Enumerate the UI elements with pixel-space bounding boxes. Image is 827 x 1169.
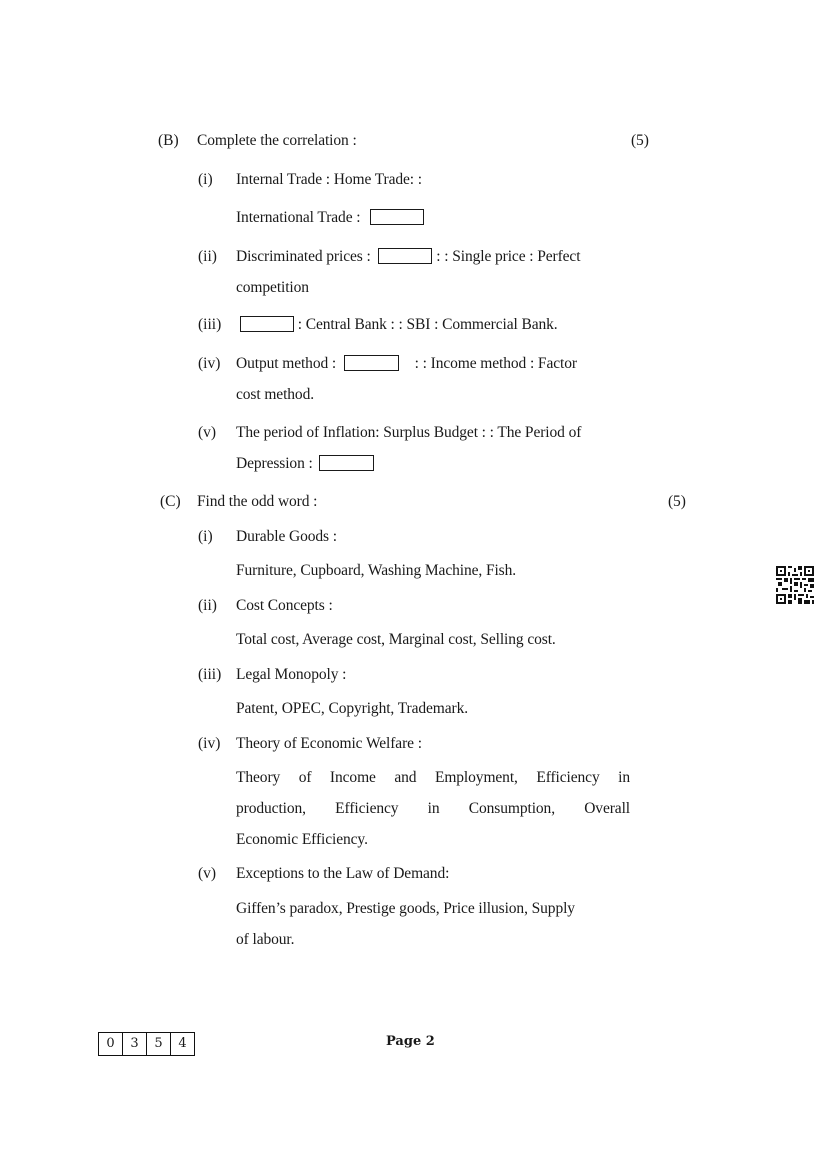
- section-b-label: (B): [158, 132, 179, 149]
- c-item-2-number: (ii): [198, 597, 217, 614]
- b-item-1-number: (i): [198, 171, 213, 188]
- c-item-5-line1: Giffen’s paradox, Prestige goods, Price illusion, Supply: [236, 900, 575, 917]
- b-item-1-line2: [236, 209, 424, 227]
- paper-code-box: [98, 1032, 195, 1056]
- b-item-2-line2: competition: [236, 279, 309, 296]
- answer-blank-box: [319, 455, 374, 471]
- b-item-3-number: (iii): [198, 316, 222, 333]
- paper-code-digit: 3: [123, 1033, 147, 1055]
- b-item-4-line2: cost method.: [236, 386, 315, 403]
- b-item-2-post: : : Single price : Perfect: [436, 248, 581, 265]
- c-item-5-number: (v): [198, 865, 217, 882]
- b-item-1-line1: Internal Trade : Home Trade: :: [236, 171, 422, 188]
- c-item-5-line2: of labour.: [236, 931, 295, 948]
- c-item-4-heading: Theory of Economic Welfare :: [236, 735, 422, 752]
- c-item-4-number: (iv): [198, 735, 221, 752]
- b-item-4-post: : : Income method : Factor: [414, 355, 577, 372]
- c-item-5-heading: Exceptions to the Law of Demand:: [236, 865, 450, 882]
- b-item-3-post: : Central Bank : : SBI : Commercial Bank.: [297, 316, 558, 333]
- b-item-1-line2-text: International Trade :: [236, 209, 361, 226]
- section-c-title: Find the odd word :: [197, 493, 318, 510]
- c-item-1-number: (i): [198, 528, 213, 545]
- section-c-label: (C): [160, 493, 181, 510]
- answer-blank-box: [240, 316, 294, 332]
- b-item-5-line2: [236, 455, 374, 473]
- b-item-2-number: (ii): [198, 248, 217, 265]
- b-item-4-number: (iv): [198, 355, 221, 372]
- paper-code-digit: 0: [99, 1033, 123, 1055]
- c-item-1-line1: Furniture, Cupboard, Washing Machine, Fish.: [236, 562, 517, 579]
- b-item-4-line1: [236, 355, 577, 373]
- c-item-4-line2: production, Efficiency in Consumption, Overall: [236, 800, 630, 817]
- answer-blank-box: [344, 355, 399, 371]
- section-b-title: Complete the correlation :: [197, 132, 357, 149]
- page-number: Page 2: [386, 1034, 435, 1049]
- paper-code-digit: 4: [178, 1036, 187, 1051]
- b-item-2-line1: [236, 248, 580, 266]
- b-item-5-line2-text: Depression :: [236, 455, 313, 472]
- c-item-2-line1: Total cost, Average cost, Marginal cost, Selling cost.: [236, 631, 556, 648]
- b-item-2-pre: Discriminated prices :: [236, 248, 371, 265]
- c-item-4-line1: Theory of Income and Employment, Efficiency in: [236, 769, 630, 786]
- c-item-1-heading: Durable Goods :: [236, 528, 337, 545]
- c-item-3-number: (iii): [198, 666, 222, 683]
- paper-code-digit: 5: [147, 1033, 171, 1055]
- b-item-4-pre: Output method :: [236, 355, 337, 372]
- answer-blank-box: [378, 248, 432, 264]
- section-b-marks: (5): [631, 132, 649, 149]
- c-item-3-line1: Patent, OPEC, Copyright, Trademark.: [236, 700, 469, 717]
- c-item-3-heading: Legal Monopoly :: [236, 666, 347, 683]
- section-c-marks: (5): [668, 493, 686, 510]
- answer-blank-box: [370, 209, 424, 225]
- qr-code-icon: [776, 566, 814, 609]
- b-item-5-number: (v): [198, 424, 217, 441]
- b-item-5-line1: The period of Inflation: Surplus Budget : : The Period of: [236, 424, 582, 441]
- b-item-3-line1: [240, 316, 558, 334]
- c-item-4-line3: Economic Efficiency.: [236, 831, 368, 848]
- c-item-2-heading: Cost Concepts :: [236, 597, 333, 614]
